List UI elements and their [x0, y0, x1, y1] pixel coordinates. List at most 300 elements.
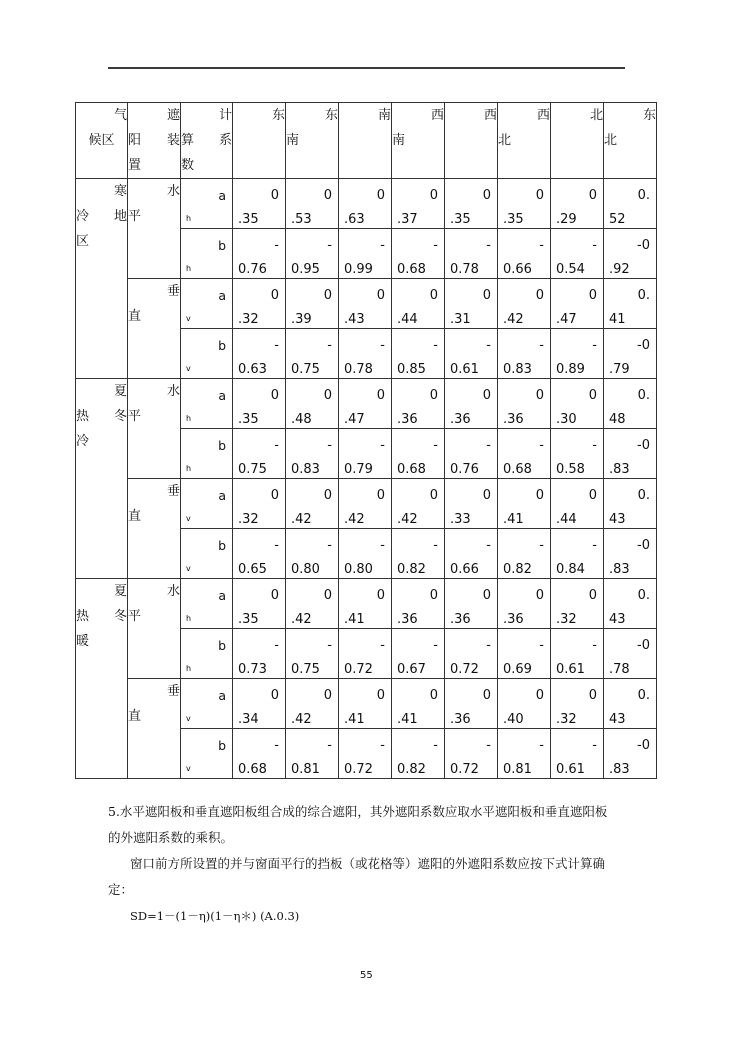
shading-device-text: 水: [166, 384, 180, 399]
value-part-top: 0: [535, 188, 544, 203]
value-part-top: -: [539, 338, 544, 353]
coefficient-value-cell: [498, 329, 551, 379]
header-text: 南: [286, 133, 300, 148]
coefficient-value-cell: [233, 329, 286, 379]
value-part-bottom: .36: [503, 412, 524, 427]
table-row: [76, 579, 657, 629]
coefficient-value-cell: [233, 629, 286, 679]
shading-device-cell: [128, 279, 181, 379]
value-part-bottom: .42: [291, 712, 312, 727]
coefficient-value-cell: [339, 679, 392, 729]
value-part-bottom: 0.68: [397, 262, 426, 277]
coefficient-value-cell: [551, 279, 604, 329]
coefficient-value-cell: [445, 679, 498, 729]
value-part-bottom: 0.75: [238, 462, 267, 477]
coefficient-value-cell: [286, 279, 339, 329]
value-part-bottom: 43: [609, 712, 626, 727]
value-part-top: -: [433, 238, 438, 253]
coefficient-value-cell: [392, 179, 445, 229]
coefficient-subscript: h: [186, 264, 192, 273]
coefficient-value-cell: [286, 229, 339, 279]
value-part-bottom: 0.79: [344, 462, 373, 477]
header-text: 置: [128, 158, 142, 173]
value-part-top: 0: [270, 188, 279, 203]
header-text: 遮: [166, 108, 180, 123]
coefficient-subscript: v: [186, 364, 191, 373]
value-part-bottom: .31: [450, 312, 471, 327]
header-text: 北: [589, 108, 603, 123]
header-text: 候区: [88, 133, 115, 148]
coefficient-value-cell: [339, 429, 392, 479]
value-part-top: 0: [588, 588, 597, 603]
coefficient-value-cell: [604, 729, 657, 779]
value-part-bottom: .78: [609, 662, 630, 677]
paragraph-parallel-baffle-line1: 窗口前方所设置的并与窗面平行的挡板（或花格等）遮阳的外遮阳系数应按下式计算确: [130, 856, 606, 871]
header-text: 北: [604, 133, 618, 148]
shading-device-cell: [128, 479, 181, 579]
value-part-top: 0: [429, 188, 438, 203]
coefficient-symbol-cell: [181, 179, 233, 229]
shading-device-text: 垂: [166, 684, 180, 699]
header-shading-device: [128, 103, 181, 179]
value-part-bottom: .29: [556, 212, 577, 227]
coefficient-value-cell: [286, 379, 339, 429]
value-part-bottom: .47: [556, 312, 577, 327]
value-part-bottom: 0.61: [450, 362, 479, 377]
coefficient-value-cell: [445, 629, 498, 679]
header-text: 数: [181, 158, 195, 173]
value-part-top: 0: [482, 588, 491, 603]
coefficient-value-cell: [551, 179, 604, 229]
paragraph-5-line1: 5.水平遮阳板和垂直遮阳板组合成的综合遮阳，其外遮阳系数应取水平遮阳板和垂直遮阳板: [108, 804, 608, 819]
coefficient-value-cell: [233, 179, 286, 229]
header-direction: [339, 103, 392, 179]
value-part-bottom: .48: [291, 412, 312, 427]
header-text: 北: [498, 133, 512, 148]
coefficient-symbol: a: [218, 688, 226, 703]
coefficient-value-cell: [498, 579, 551, 629]
value-part-bottom: 43: [609, 512, 626, 527]
header-text: 算 系: [181, 133, 232, 148]
value-part-bottom: 0.85: [397, 362, 426, 377]
coefficient-value-cell: [604, 529, 657, 579]
coefficient-subscript: v: [186, 564, 191, 573]
value-part-top: 0: [482, 288, 491, 303]
value-part-bottom: 0.75: [291, 662, 320, 677]
value-part-bottom: .47: [344, 412, 365, 427]
value-part-bottom: .83: [609, 562, 630, 577]
header-direction: [551, 103, 604, 179]
value-part-bottom: .44: [397, 312, 418, 327]
coefficient-value-cell: [604, 379, 657, 429]
paragraph-5-line2: 的外遮阳系数的乘积。: [108, 830, 234, 845]
value-part-top: -: [486, 438, 491, 453]
value-part-bottom: .41: [344, 612, 365, 627]
value-part-top: -: [539, 738, 544, 753]
coefficient-value-cell: [498, 229, 551, 279]
shading-device-text: 水: [166, 584, 180, 599]
value-part-bottom: 0.75: [291, 362, 320, 377]
coefficient-value-cell: [339, 329, 392, 379]
value-part-top: 0: [429, 588, 438, 603]
coefficient-value-cell: [551, 629, 604, 679]
coefficient-value-cell: [604, 279, 657, 329]
coefficient-value-cell: [339, 579, 392, 629]
coefficient-value-cell: [498, 629, 551, 679]
header-direction: [233, 103, 286, 179]
header-text: 西: [430, 108, 444, 123]
coefficient-symbol: a: [218, 388, 226, 403]
coefficient-value-cell: [498, 279, 551, 329]
value-part-top: 0.: [637, 688, 650, 703]
value-part-top: -: [380, 338, 385, 353]
coefficient-symbol-cell: [181, 729, 233, 779]
table-row: [76, 279, 657, 329]
shading-device-cell: [128, 379, 181, 479]
coefficient-value-cell: [392, 379, 445, 429]
coefficient-value-cell: [604, 479, 657, 529]
value-part-top: 0: [376, 688, 385, 703]
value-part-top: 0: [323, 488, 332, 503]
coefficient-symbol: b: [218, 738, 226, 753]
coefficient-value-cell: [392, 679, 445, 729]
value-part-bottom: 41: [609, 312, 626, 327]
coefficient-subscript: v: [186, 764, 191, 773]
value-part-bottom: 0.61: [556, 662, 585, 677]
value-part-bottom: .36: [503, 612, 524, 627]
coefficient-symbol: b: [218, 338, 226, 353]
value-part-bottom: .36: [450, 612, 471, 627]
coefficient-value-cell: [498, 529, 551, 579]
climate-zone-text: 暖: [76, 634, 90, 649]
value-part-bottom: 52: [609, 212, 626, 227]
shading-device-text: 垂: [166, 284, 180, 299]
coefficient-value-cell: [233, 479, 286, 529]
value-part-top: 0: [588, 388, 597, 403]
coefficient-value-cell: [498, 679, 551, 729]
value-part-bottom: 0.83: [291, 462, 320, 477]
value-part-bottom: .32: [556, 712, 577, 727]
value-part-top: 0.: [637, 288, 650, 303]
value-part-top: -: [274, 638, 279, 653]
climate-zone-text: 区: [76, 234, 90, 249]
value-part-top: -: [274, 238, 279, 253]
coefficient-symbol: b: [218, 538, 226, 553]
coefficient-value-cell: [339, 229, 392, 279]
coefficient-value-cell: [233, 579, 286, 629]
coefficient-subscript: v: [186, 514, 191, 523]
value-part-top: -: [592, 238, 597, 253]
coefficient-value-cell: [604, 429, 657, 479]
coefficient-value-cell: [445, 529, 498, 579]
value-part-top: 0: [535, 488, 544, 503]
value-part-bottom: .36: [397, 412, 418, 427]
coefficient-value-cell: [286, 479, 339, 529]
climate-zone-text: 夏: [113, 384, 127, 399]
value-part-top: -: [327, 238, 332, 253]
value-part-top: 0: [535, 688, 544, 703]
climate-zone-cell: [76, 179, 128, 379]
header-text: 计: [218, 108, 232, 123]
coefficient-symbol: a: [218, 188, 226, 203]
value-part-bottom: .36: [397, 612, 418, 627]
value-part-bottom: .79: [609, 362, 630, 377]
header-text: 西: [536, 108, 550, 123]
value-part-top: 0: [535, 388, 544, 403]
value-part-bottom: 0.82: [397, 562, 426, 577]
value-part-bottom: 0.73: [238, 662, 267, 677]
climate-zone-text: 热 冬: [76, 609, 127, 624]
coefficient-value-cell: [604, 629, 657, 679]
value-part-bottom: 0.68: [238, 762, 267, 777]
coefficient-symbol-cell: [181, 629, 233, 679]
coefficient-value-cell: [445, 229, 498, 279]
coefficient-value-cell: [604, 229, 657, 279]
value-part-top: -: [433, 738, 438, 753]
coefficient-value-cell: [233, 529, 286, 579]
value-part-bottom: 0.54: [556, 262, 585, 277]
coefficient-value-cell: [392, 479, 445, 529]
value-part-top: -: [486, 338, 491, 353]
value-part-top: 0.: [637, 188, 650, 203]
value-part-top: 0: [270, 288, 279, 303]
value-part-top: -0: [637, 538, 650, 553]
value-part-bottom: 0.68: [503, 462, 532, 477]
value-part-top: 0: [376, 488, 385, 503]
value-part-bottom: 48: [609, 412, 626, 427]
value-part-top: -: [327, 538, 332, 553]
value-part-bottom: .83: [609, 762, 630, 777]
coefficient-symbol-cell: [181, 529, 233, 579]
coefficient-value-cell: [445, 729, 498, 779]
coefficient-symbol-cell: [181, 229, 233, 279]
coefficient-symbol: a: [218, 288, 226, 303]
coefficient-value-cell: [604, 329, 657, 379]
coefficient-value-cell: [339, 529, 392, 579]
value-part-bottom: 0.82: [397, 762, 426, 777]
value-part-top: -0: [637, 738, 650, 753]
table-row: [76, 179, 657, 229]
table-row: [76, 479, 657, 529]
value-part-top: -: [327, 738, 332, 753]
shading-device-cell: [128, 679, 181, 779]
value-part-bottom: .35: [238, 612, 259, 627]
value-part-bottom: .42: [503, 312, 524, 327]
coefficient-value-cell: [286, 729, 339, 779]
header-text: 阳 装: [128, 133, 180, 148]
value-part-bottom: 0.65: [238, 562, 267, 577]
header-text: 南: [377, 108, 391, 123]
value-part-top: -: [327, 338, 332, 353]
climate-zone-text: 冷: [76, 434, 90, 449]
coefficient-value-cell: [286, 579, 339, 629]
value-part-bottom: 0.72: [344, 662, 373, 677]
value-part-top: -: [433, 338, 438, 353]
coefficient-value-cell: [286, 629, 339, 679]
value-part-bottom: 0.83: [503, 362, 532, 377]
coefficient-value-cell: [233, 279, 286, 329]
coefficient-value-cell: [551, 229, 604, 279]
coefficient-subscript: h: [186, 614, 192, 623]
shading-device-text: 直: [128, 309, 142, 324]
value-part-top: -: [539, 438, 544, 453]
value-part-top: -: [592, 438, 597, 453]
header-direction: [445, 103, 498, 179]
header-rule: [108, 67, 625, 69]
value-part-top: -: [433, 638, 438, 653]
value-part-top: 0: [270, 488, 279, 503]
value-part-top: 0: [323, 688, 332, 703]
header-direction: [498, 103, 551, 179]
table-header-row: [76, 103, 657, 179]
coefficient-value-cell: [339, 379, 392, 429]
coefficient-value-cell: [339, 179, 392, 229]
value-part-top: -: [380, 238, 385, 253]
value-part-top: 0: [270, 688, 279, 703]
value-part-top: 0: [482, 188, 491, 203]
table-row: [76, 679, 657, 729]
coefficient-value-cell: [286, 429, 339, 479]
value-part-bottom: 0.80: [344, 562, 373, 577]
shading-device-text: 平: [128, 209, 142, 224]
value-part-bottom: 0.78: [450, 262, 479, 277]
climate-zone-cell: [76, 579, 128, 779]
value-part-top: -: [327, 438, 332, 453]
value-part-bottom: .41: [503, 512, 524, 527]
value-part-bottom: .34: [238, 712, 259, 727]
header-text: 南: [392, 133, 406, 148]
coefficient-value-cell: [233, 429, 286, 479]
value-part-bottom: 0.76: [238, 262, 267, 277]
value-part-top: -0: [637, 638, 650, 653]
value-part-top: 0: [535, 288, 544, 303]
shading-coefficient-table: [75, 102, 657, 779]
coefficient-value-cell: [551, 379, 604, 429]
value-part-bottom: .32: [238, 512, 259, 527]
value-part-top: 0: [429, 688, 438, 703]
value-part-bottom: .92: [609, 262, 630, 277]
value-part-top: 0: [376, 188, 385, 203]
coefficient-value-cell: [233, 229, 286, 279]
coefficient-value-cell: [604, 579, 657, 629]
header-calc-coefficient: [181, 103, 233, 179]
value-part-bottom: .43: [344, 312, 365, 327]
climate-zone-text: 夏: [113, 584, 127, 599]
header-climate-zone: [76, 103, 128, 179]
coefficient-value-cell: [339, 479, 392, 529]
value-part-bottom: .32: [556, 612, 577, 627]
coefficient-value-cell: [286, 179, 339, 229]
coefficient-value-cell: [286, 329, 339, 379]
value-part-top: 0: [588, 288, 597, 303]
value-part-bottom: 0.69: [503, 662, 532, 677]
coefficient-value-cell: [392, 329, 445, 379]
coefficient-value-cell: [392, 729, 445, 779]
value-part-top: -: [592, 338, 597, 353]
coefficient-symbol: a: [218, 588, 226, 603]
value-part-bottom: 0.80: [291, 562, 320, 577]
coefficient-value-cell: [498, 379, 551, 429]
value-part-bottom: .41: [344, 712, 365, 727]
value-part-top: 0: [535, 588, 544, 603]
value-part-top: 0: [588, 488, 597, 503]
value-part-top: -: [327, 638, 332, 653]
climate-zone-text: 寒: [113, 184, 127, 199]
shading-device-cell: [128, 579, 181, 679]
coefficient-value-cell: [233, 729, 286, 779]
value-part-bottom: .35: [450, 212, 471, 227]
value-part-bottom: 0.81: [503, 762, 532, 777]
shading-device-text: 平: [128, 609, 142, 624]
value-part-top: -: [486, 538, 491, 553]
coefficient-subscript: v: [186, 714, 191, 723]
value-part-bottom: 0.81: [291, 762, 320, 777]
value-part-top: 0.: [637, 588, 650, 603]
coefficient-subscript: h: [186, 664, 192, 673]
coefficient-symbol: b: [218, 638, 226, 653]
coefficient-value-cell: [498, 429, 551, 479]
coefficient-value-cell: [445, 179, 498, 229]
value-part-bottom: .40: [503, 712, 524, 727]
coefficient-value-cell: [551, 529, 604, 579]
coefficient-value-cell: [286, 529, 339, 579]
value-part-top: 0.: [637, 388, 650, 403]
value-part-bottom: .35: [503, 212, 524, 227]
header-direction: [392, 103, 445, 179]
header-text: 东: [642, 108, 656, 123]
header-direction: [286, 103, 339, 179]
climate-zone-cell: [76, 379, 128, 579]
coefficient-value-cell: [286, 679, 339, 729]
value-part-top: 0: [588, 688, 597, 703]
coefficient-value-cell: [392, 529, 445, 579]
coefficient-value-cell: [445, 379, 498, 429]
value-part-top: 0: [482, 388, 491, 403]
value-part-top: 0: [429, 388, 438, 403]
value-part-top: -: [380, 538, 385, 553]
value-part-top: -: [592, 738, 597, 753]
value-part-top: 0.: [637, 488, 650, 503]
value-part-top: -: [274, 438, 279, 453]
value-part-top: 0: [270, 588, 279, 603]
shading-device-text: 直: [128, 709, 142, 724]
value-part-top: 0: [588, 188, 597, 203]
value-part-bottom: 0.82: [503, 562, 532, 577]
value-part-bottom: 0.66: [450, 562, 479, 577]
climate-zone-text: 冷 地: [76, 209, 127, 224]
value-part-top: 0: [429, 288, 438, 303]
header-text: 气: [113, 108, 127, 123]
value-part-top: 0: [323, 388, 332, 403]
climate-zone-text: 热 冬: [76, 409, 127, 424]
value-part-bottom: 0.89: [556, 362, 585, 377]
value-part-bottom: 0.68: [397, 462, 426, 477]
coefficient-subscript: v: [186, 314, 191, 323]
value-part-bottom: .33: [450, 512, 471, 527]
coefficient-value-cell: [551, 729, 604, 779]
value-part-top: 0: [376, 588, 385, 603]
value-part-top: -: [274, 538, 279, 553]
table-row: [76, 379, 657, 429]
coefficient-symbol-cell: [181, 279, 233, 329]
value-part-top: 0: [376, 288, 385, 303]
value-part-top: -: [592, 638, 597, 653]
value-part-top: 0: [482, 688, 491, 703]
value-part-top: -: [274, 738, 279, 753]
value-part-top: -: [539, 538, 544, 553]
value-part-bottom: 0.61: [556, 762, 585, 777]
value-part-bottom: .36: [450, 712, 471, 727]
